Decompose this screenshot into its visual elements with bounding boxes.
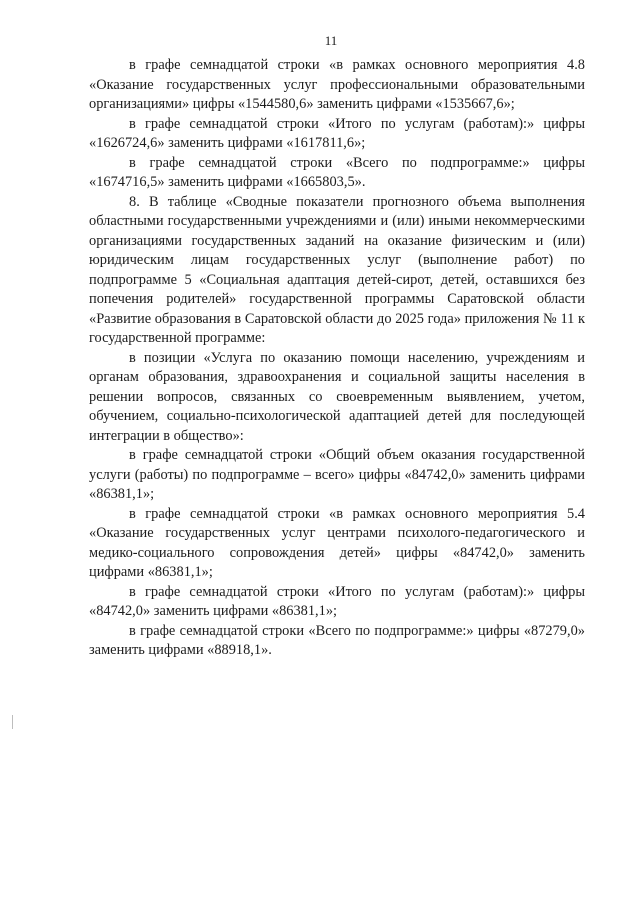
paragraph-amend-total-subprogram-4: в графе семнадцатой строки «Всего по подпрограмме:» цифры «1674716,5» заменить цифрами «1665803,5». xyxy=(89,154,585,190)
document-body xyxy=(89,56,585,661)
page-number: 11 xyxy=(324,33,338,48)
paragraph-amend-4-8: в графе семнадцатой строки «в рамках основного мероприятия 4.8 «Оказание государственных услуг профессиональными образовательными организациями» цифры «1544580,6» заменить цифрами «1535667,6»; xyxy=(89,57,585,112)
scan-margin-mark xyxy=(12,715,13,729)
paragraph-amend-total-services-5: в графе семнадцатой строки «Итого по услугам (работам):» цифры «84742,0» заменить цифрами «86381,1»; xyxy=(89,583,585,619)
paragraph-position-service: в позиции «Услуга по оказанию помощи населению, учреждениям и органам образования, здравоохранения и социальной защиты населения в решении вопросов, связанных со своевременным выявлением, учетом, обучением, социально-психологической адаптацией детей для последующей интеграции в общество»: xyxy=(89,349,585,444)
paragraph-amend-total-subprogram-5: в графе семнадцатой строки «Всего по подпрограмме:» цифры «87279,0» заменить цифрами «88918,1». xyxy=(89,622,585,658)
paragraph-amend-total-services-4: в графе семнадцатой строки «Итого по услугам (работам):» цифры «1626724,6» заменить цифрами «1617811,6»; xyxy=(89,115,585,151)
paragraph-item-8-table: 8. В таблице «Сводные показатели прогнозного объема выполнения областными государственными учреждениями и (или) иными некоммерческими организациями государственных заданий на оказание физическим и (или) юридическим лицам государственных услуг (выполнение работ) по подпрограмме 5 «Социальная адаптация детей-сирот, детей, оставшихся без попечения родителей» государственной программы Саратовской области «Развитие образования в Саратовской области до 2025 года» приложения № 11 к государственной программе: xyxy=(89,193,585,346)
paragraph-amend-total-volume: в графе семнадцатой строки «Общий объем оказания государственной услуги (работы) по подпрограмме – всего» цифры «84742,0» заменить цифрами «86381,1»; xyxy=(89,447,585,502)
paragraph-amend-5-4: в графе семнадцатой строки «в рамках основного мероприятия 5.4 «Оказание государственных услуг центрами психолого-педагогического и медико-социального сопровождения детей» цифры «84742,0» заменить цифрами «86381,1»; xyxy=(89,505,585,580)
